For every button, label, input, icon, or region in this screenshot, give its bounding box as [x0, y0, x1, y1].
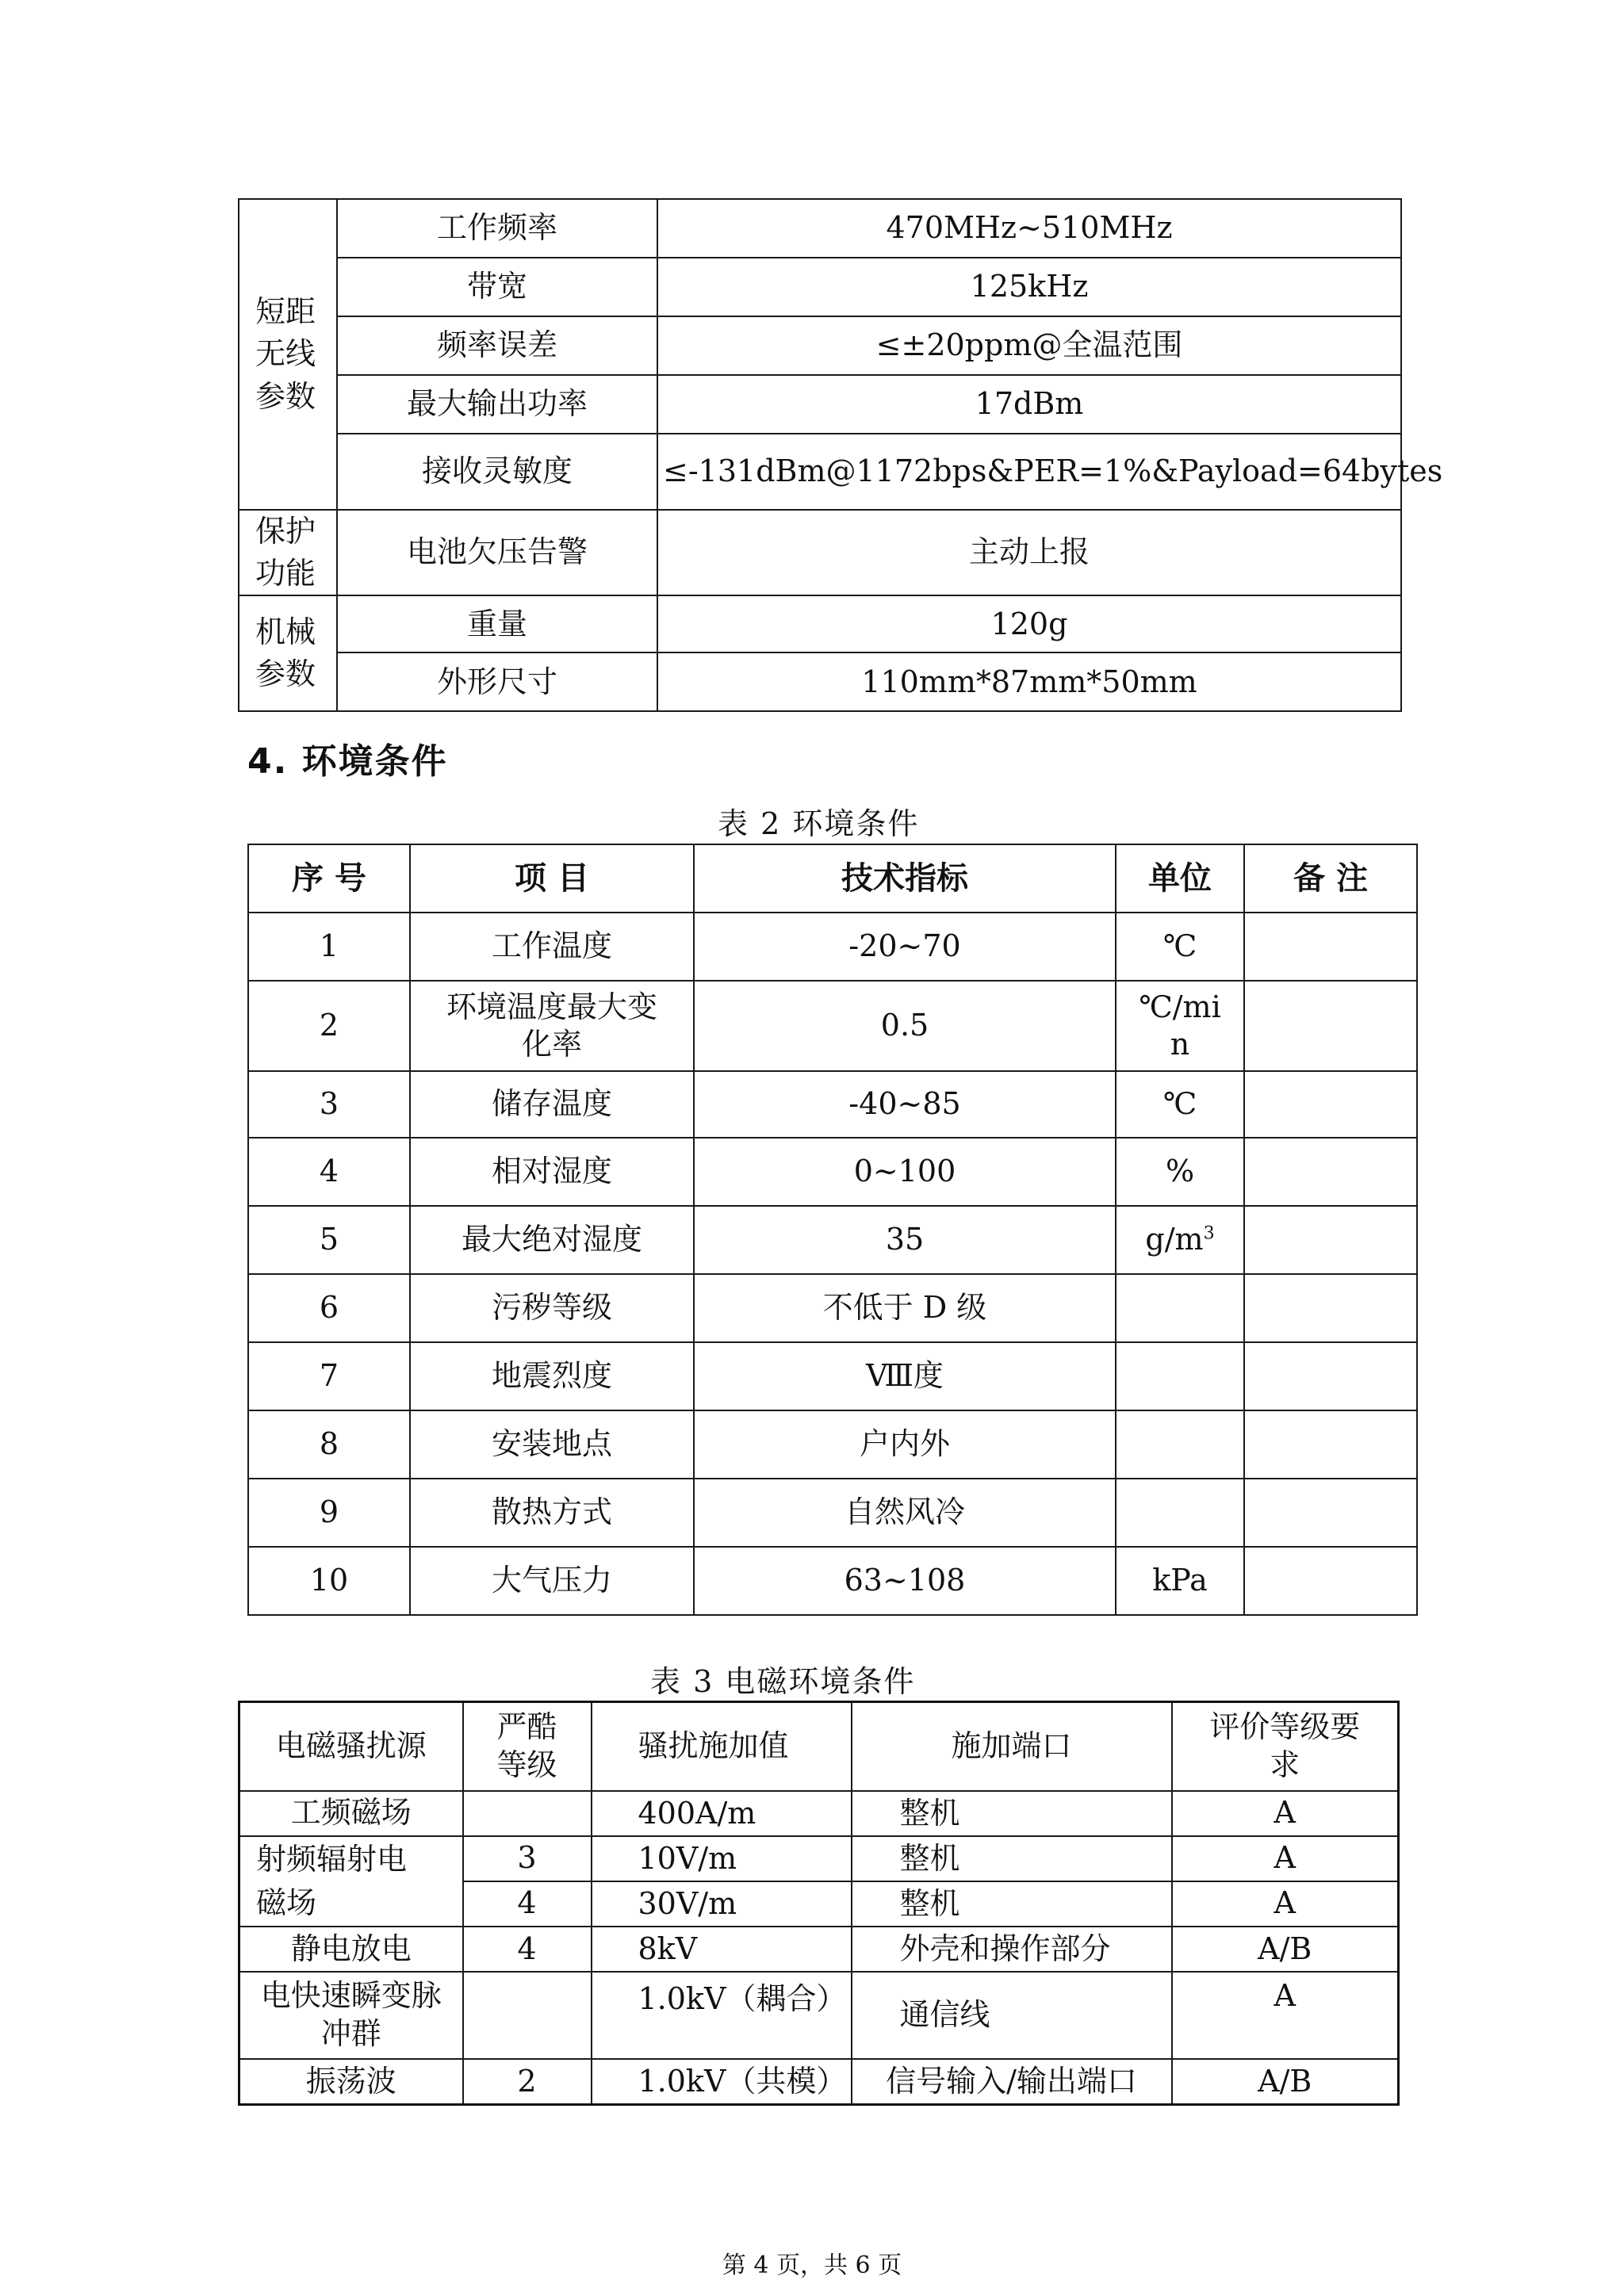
- param-value: ≤±20ppm@全温范围: [657, 316, 1401, 375]
- row-item: 散热方式: [410, 1479, 694, 1547]
- row-no: 4: [248, 1138, 410, 1206]
- param-value: 主动上报: [657, 510, 1401, 595]
- param-name: 重量: [337, 595, 657, 652]
- row-item: 相对湿度: [410, 1138, 694, 1206]
- row-spec: 自然风冷: [694, 1479, 1116, 1547]
- row-port: 整机: [852, 1836, 1172, 1881]
- row-level: [463, 1972, 592, 2059]
- row-value: 30V/m: [592, 1881, 852, 1927]
- row-spec: -40~85: [694, 1071, 1116, 1138]
- table-row: [248, 1206, 1417, 1274]
- row-value: 1.0kV（共模）: [592, 2059, 852, 2105]
- row-spec: Ⅷ度: [694, 1342, 1116, 1410]
- group-mechanical: 机械 参数: [239, 595, 337, 711]
- row-level: 3: [463, 1836, 592, 1881]
- row-level: 4: [463, 1927, 592, 1972]
- row-grade: A: [1172, 1972, 1399, 2059]
- header-cell: 项 目: [410, 844, 694, 913]
- unit-superscript: 3: [1203, 1223, 1215, 1244]
- unit-base: g/m: [1145, 1222, 1204, 1257]
- row-note: [1244, 981, 1417, 1071]
- header-cell: 电磁骚扰源: [239, 1702, 463, 1791]
- table-row: [248, 1071, 1417, 1138]
- header-cell: 备 注: [1244, 844, 1417, 913]
- param-value: 125kHz: [657, 258, 1401, 316]
- row-port: 外壳和操作部分: [852, 1927, 1172, 1972]
- row-spec: 35: [694, 1206, 1116, 1274]
- row-unit: [1116, 1410, 1244, 1479]
- param-value: 17dBm: [657, 375, 1401, 434]
- param-name: 工作频率: [337, 199, 657, 258]
- parameters-table: [238, 198, 1443, 712]
- row-port: 整机: [852, 1791, 1172, 1836]
- row-note: [1244, 1479, 1417, 1547]
- table-caption: 表 2 环境条件: [718, 806, 920, 841]
- param-value: ≤-131dBm@1172bps&PER=1%&Payload=64bytes: [657, 434, 1401, 510]
- row-item: 地震烈度: [410, 1342, 694, 1410]
- row-note: [1244, 913, 1417, 981]
- param-name: 接收灵敏度: [337, 434, 657, 510]
- header-cell: 严酷等级: [463, 1702, 592, 1791]
- row-value: 8kV: [592, 1927, 852, 1972]
- row-spec: 不低于 D 级: [694, 1274, 1116, 1342]
- row-spec: 63~108: [694, 1547, 1116, 1615]
- param-name: 电池欠压告警: [337, 510, 657, 595]
- param-name: 最大输出功率: [337, 375, 657, 434]
- table-row: [248, 1342, 1417, 1410]
- param-value: 110mm*87mm*50mm: [657, 652, 1401, 711]
- header-cell: 骚扰施加值: [592, 1702, 852, 1791]
- table-row: [248, 1274, 1417, 1342]
- header-cell: 施加端口: [852, 1702, 1172, 1791]
- page-footer: 第 4 页，共 6 页: [722, 2252, 902, 2279]
- row-unit: %: [1116, 1138, 1244, 1206]
- row-value: 1.0kV（耦合）: [592, 1972, 852, 2059]
- header-cell: 评价等级要求: [1172, 1702, 1399, 1791]
- row-note: [1244, 1206, 1417, 1274]
- row-unit: [1116, 1274, 1244, 1342]
- row-spec: 0.5: [694, 981, 1116, 1071]
- row-spec: 户内外: [694, 1410, 1116, 1479]
- row-source: 工频磁场: [239, 1791, 463, 1836]
- row-unit: [1116, 1206, 1244, 1274]
- row-port: 整机: [852, 1881, 1172, 1927]
- header-cell: 技术指标: [694, 844, 1116, 913]
- row-note: [1244, 1274, 1417, 1342]
- row-source: 射频辐射电磁场: [239, 1836, 463, 1927]
- group-wireless: 短距 无线 参数: [239, 199, 337, 510]
- row-no: 9: [248, 1479, 410, 1547]
- row-note: [1244, 1342, 1417, 1410]
- row-no: 6: [248, 1274, 410, 1342]
- row-note: [1244, 1138, 1417, 1206]
- param-name: 带宽: [337, 258, 657, 316]
- table-row: [239, 1836, 1399, 1881]
- row-port: 通信线: [852, 1972, 1172, 2059]
- row-level: 4: [463, 1881, 592, 1927]
- table-caption: 表 3 电磁环境条件: [650, 1664, 916, 1699]
- table-row: [248, 913, 1417, 981]
- row-no: 3: [248, 1071, 410, 1138]
- row-grade: A: [1172, 1881, 1399, 1927]
- row-unit: [1116, 1479, 1244, 1547]
- row-unit: [1116, 1342, 1244, 1410]
- group-protection: 保护 功能: [239, 510, 337, 595]
- table-row: [248, 1479, 1417, 1547]
- row-no: 1: [248, 913, 410, 981]
- row-level: [463, 1791, 592, 1836]
- row-source: 静电放电: [239, 1927, 463, 1972]
- emc-table: [238, 1701, 1400, 2106]
- row-grade: A: [1172, 1836, 1399, 1881]
- table-row: [248, 1547, 1417, 1615]
- row-level: 2: [463, 2059, 592, 2105]
- environment-table: [247, 844, 1418, 1616]
- row-port: 信号输入/输出端口: [852, 2059, 1172, 2105]
- row-unit: ℃/min: [1116, 981, 1244, 1071]
- param-value: 470MHz~510MHz: [657, 199, 1401, 258]
- row-grade: A: [1172, 1791, 1399, 1836]
- table-row: [248, 1138, 1417, 1206]
- row-spec: 0~100: [694, 1138, 1116, 1206]
- row-item: 最大绝对湿度: [410, 1206, 694, 1274]
- row-no: 7: [248, 1342, 410, 1410]
- row-item: 环境温度最大变化率: [410, 981, 694, 1071]
- row-item: 储存温度: [410, 1071, 694, 1138]
- table-row: [239, 1791, 1399, 1836]
- header-cell: 单位: [1116, 844, 1244, 913]
- row-source: 电快速瞬变脉冲群: [239, 1972, 463, 2059]
- row-value: 400A/m: [592, 1791, 852, 1836]
- row-item: 工作温度: [410, 913, 694, 981]
- row-unit: kPa: [1116, 1547, 1244, 1615]
- table-row: [239, 1972, 1399, 2059]
- row-no: 5: [248, 1206, 410, 1274]
- row-unit: ℃: [1116, 1071, 1244, 1138]
- table-row: [248, 1410, 1417, 1479]
- row-no: 10: [248, 1547, 410, 1615]
- row-value: 10V/m: [592, 1836, 852, 1881]
- section-heading: 4. 环境条件: [247, 741, 448, 782]
- row-grade: A/B: [1172, 2059, 1399, 2105]
- row-no: 2: [248, 981, 410, 1071]
- row-note: [1244, 1547, 1417, 1615]
- param-name: 频率误差: [337, 316, 657, 375]
- table-row: [239, 1927, 1399, 1972]
- row-unit: ℃: [1116, 913, 1244, 981]
- table-row: [248, 981, 1417, 1071]
- param-value: 120g: [657, 595, 1401, 652]
- row-item: 大气压力: [410, 1547, 694, 1615]
- row-no: 8: [248, 1410, 410, 1479]
- row-grade: A/B: [1172, 1927, 1399, 1972]
- row-note: [1244, 1071, 1417, 1138]
- table-row: [239, 2059, 1399, 2105]
- row-item: 安装地点: [410, 1410, 694, 1479]
- header-cell: 序 号: [248, 844, 410, 913]
- row-item: 污秽等级: [410, 1274, 694, 1342]
- row-spec: -20~70: [694, 913, 1116, 981]
- row-note: [1244, 1410, 1417, 1479]
- row-source: 振荡波: [239, 2059, 463, 2105]
- param-name: 外形尺寸: [337, 652, 657, 711]
